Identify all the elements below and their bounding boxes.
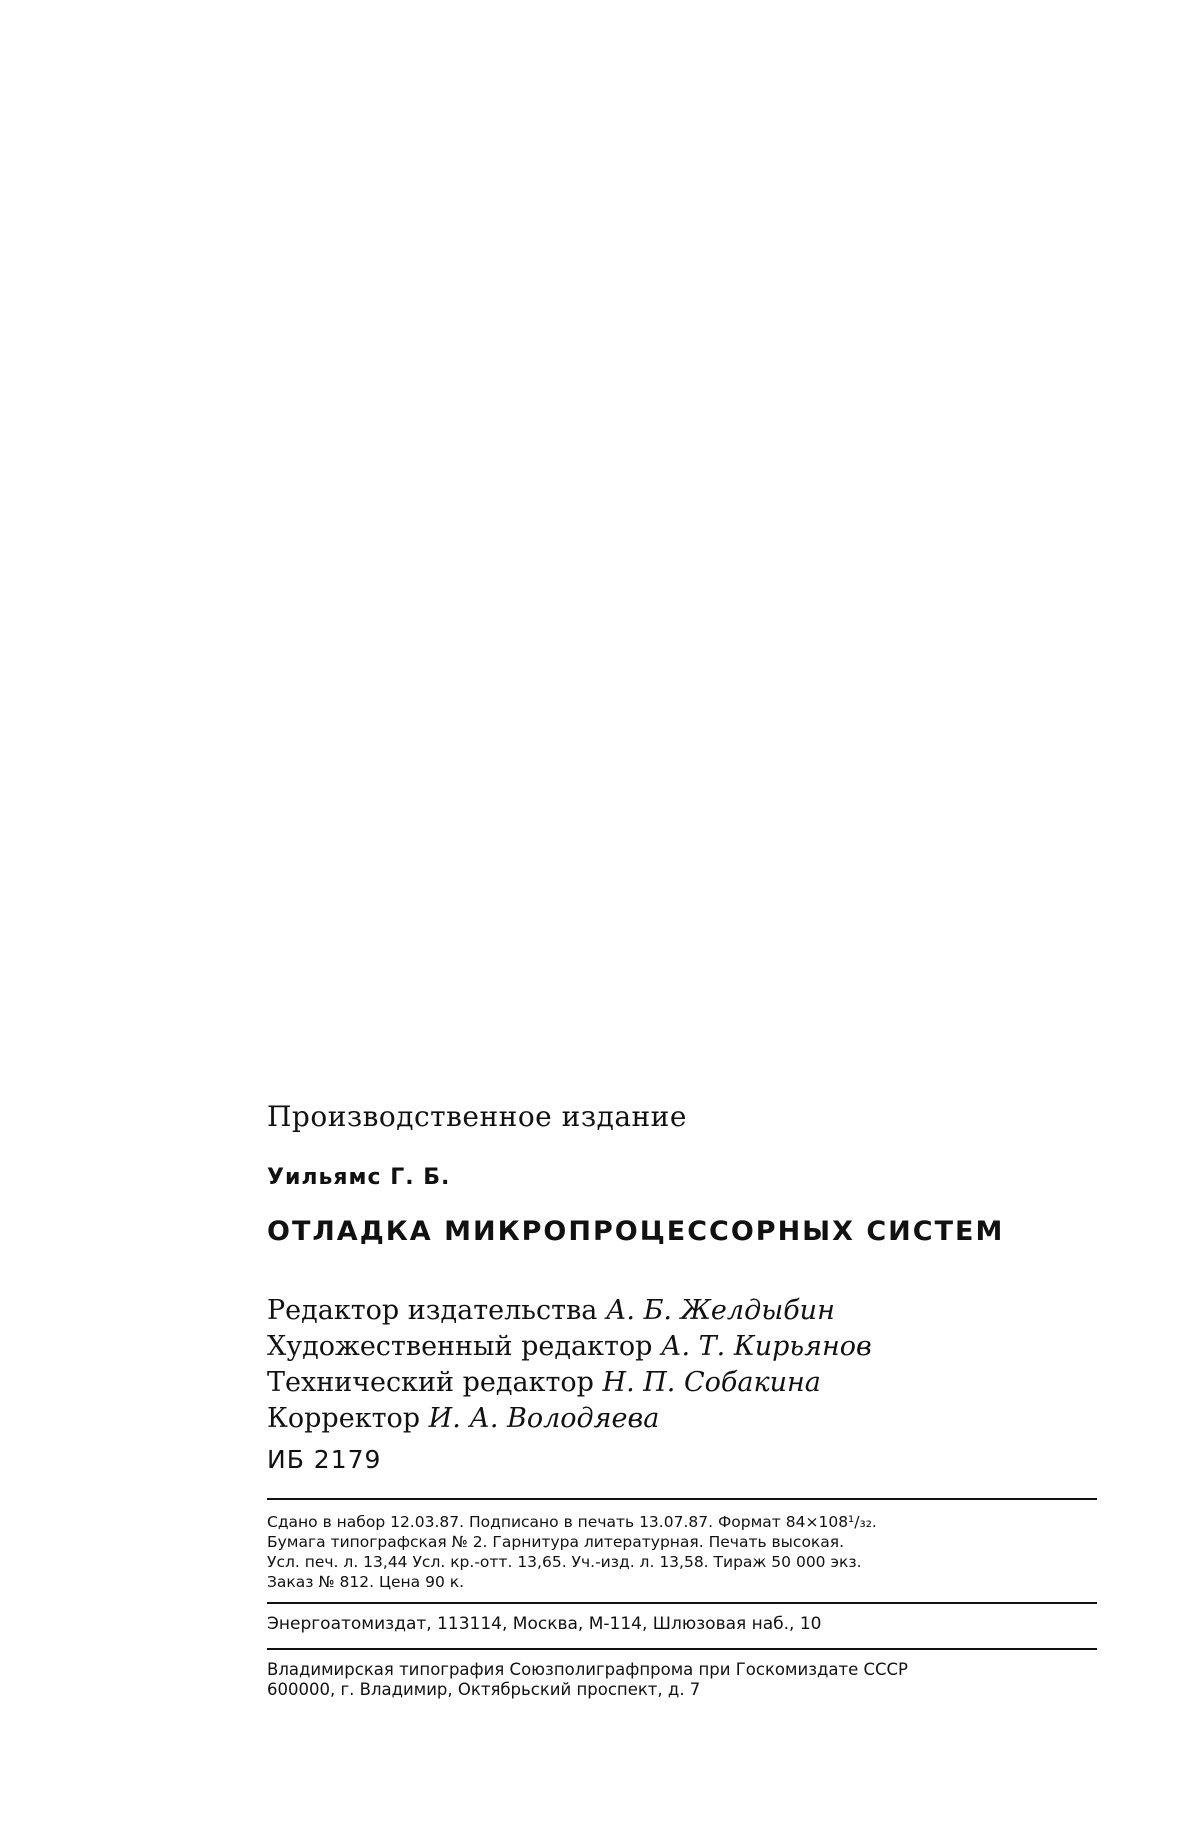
edition-type: Производственное издание xyxy=(267,1100,687,1133)
printer-line: 600000, г. Владимир, Октябрьский проспект, д. 7 xyxy=(267,1680,701,1699)
credit-name: Н. П. Собакина xyxy=(602,1367,821,1398)
ib-number: ИБ 2179 xyxy=(267,1445,382,1474)
credit-line-editor xyxy=(267,1293,1097,1329)
spec-line: Сдано в набор 12.03.87. Подписано в печать 13.07.87. Формат 84×108¹/₃₂. xyxy=(267,1513,877,1531)
credit-role: Редактор издательства xyxy=(267,1295,598,1326)
credit-name: И. А. Володяева xyxy=(428,1403,660,1434)
publisher-address: Энергоатомиздат, 113114, Москва, М-114, Шлюзовая наб., 10 xyxy=(267,1614,822,1634)
spec-line: Бумага типографская № 2. Гарнитура литературная. Печать высокая. xyxy=(267,1533,845,1551)
spec-line: Заказ № 812. Цена 90 к. xyxy=(267,1573,465,1591)
credit-line-tech-editor xyxy=(267,1365,1097,1401)
printing-specs xyxy=(267,1500,1097,1602)
colophon xyxy=(267,1100,1097,1700)
spec-line: Усл. печ. л. 13,44 Усл. кр.-отт. 13,65. Уч.-изд. л. 13,58. Тираж 50 000 экз. xyxy=(267,1553,862,1571)
author-name: Уильямс Г. Б. xyxy=(267,1165,451,1190)
credits-list xyxy=(267,1293,1097,1437)
credit-line-proofreader xyxy=(267,1401,1097,1437)
printer-info xyxy=(267,1650,1097,1700)
credit-name: А. Б. Желдыбин xyxy=(605,1295,835,1326)
credit-line-art-editor xyxy=(267,1329,1097,1365)
printer-line: Владимирская типография Союзполиграфпрома при Госкомиздате СССР xyxy=(267,1660,909,1679)
credit-name: А. Т. Кирьянов xyxy=(661,1331,872,1362)
credit-role: Корректор xyxy=(267,1403,421,1434)
credit-role: Художественный редактор xyxy=(267,1331,653,1362)
book-title: ОТЛАДКА МИКРОПРОЦЕССОРНЫХ СИСТЕМ xyxy=(267,1216,1005,1247)
credit-role: Технический редактор xyxy=(267,1367,594,1398)
